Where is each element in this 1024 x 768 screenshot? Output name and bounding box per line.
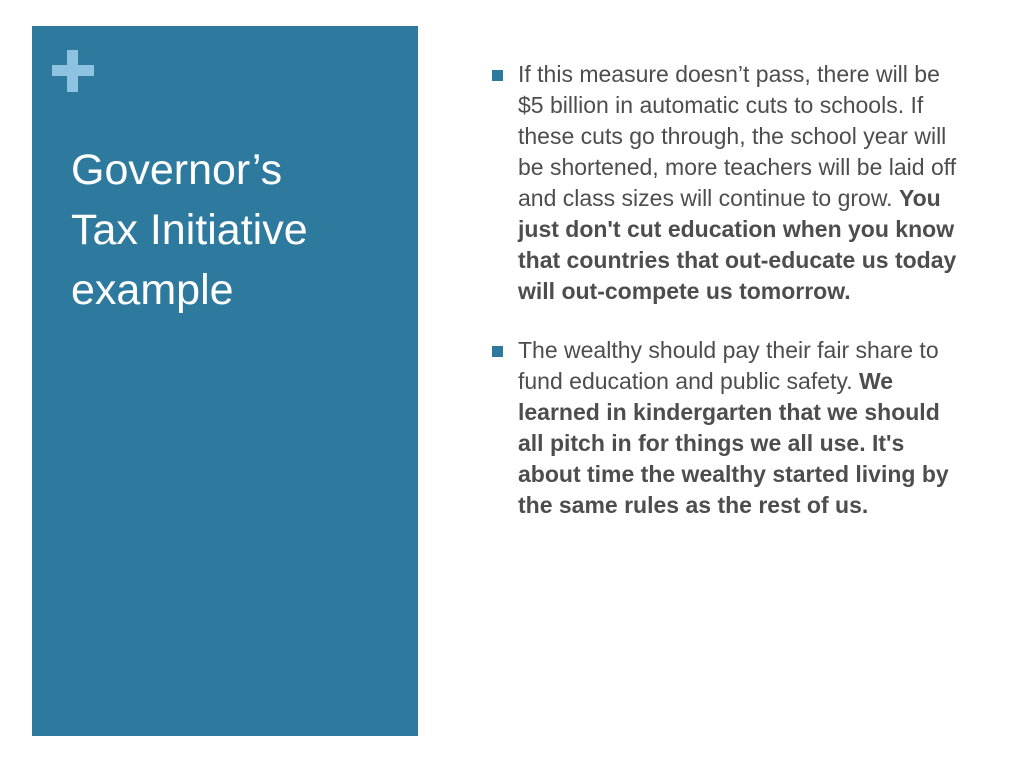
title-panel <box>32 26 418 736</box>
square-bullet-icon <box>492 346 503 357</box>
slide-title: Governor’s Tax Initiative example <box>71 146 308 314</box>
bullet-list <box>492 59 962 521</box>
plus-icon <box>52 50 94 92</box>
bullet-item-1 <box>492 59 962 307</box>
bullet-bold-text: You just don't cut education when you know that countries that out-educate us today will out-compete us tomorrow. <box>518 185 957 304</box>
square-bullet-icon <box>492 70 503 81</box>
bullet-regular-text: The wealthy should pay their fair share to fund education and public safety. <box>518 337 939 394</box>
bullet-text <box>518 59 962 307</box>
plus-icon-vertical-bar <box>67 50 78 92</box>
bullet-item-2 <box>492 335 962 521</box>
bullet-regular-text: If this measure doesn’t pass, there will be $5 billion in automatic cuts to schools. If these cuts go through, the school year will be shortened, more teachers will be laid off and class sizes will continue to grow. <box>518 61 957 211</box>
bullet-bold-text: We learned in kindergarten that we should all pitch in for things we all use. It's about time the wealthy started living by the same rules as the rest of us. <box>518 368 949 518</box>
bullet-text <box>518 335 962 521</box>
